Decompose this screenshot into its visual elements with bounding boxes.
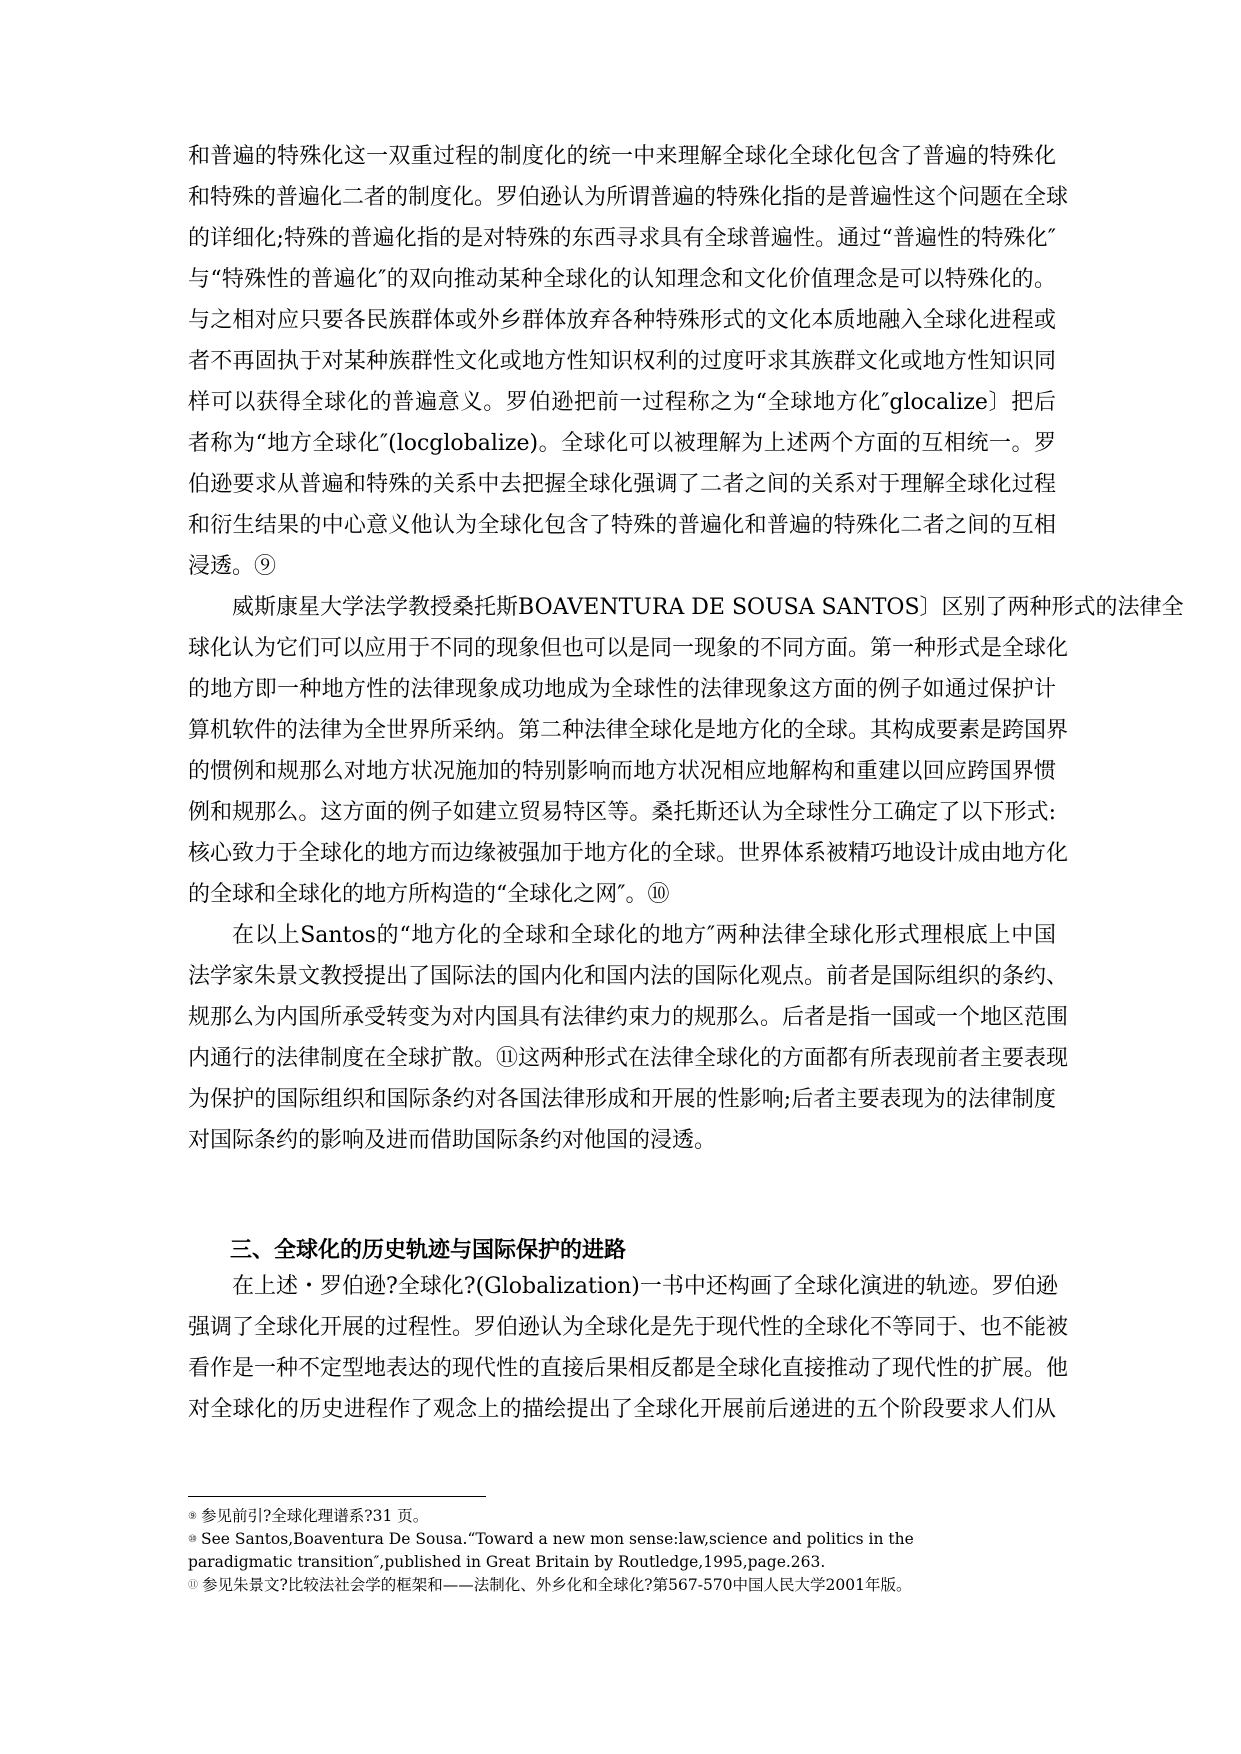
footnote [188,1574,1068,1597]
text-line: 和普遍的特殊化这一双重过程的制度化的统一中来理解全球化全球化包含了普遍的特殊化 [188,144,1056,169]
text-line: 在上述・罗伯逊?全球化?(Globalization)一书中还构画了全球化演进的轨迹。罗伯逊 [232,1274,1058,1299]
footnote-mark: ⑨ [188,1511,197,1522]
paragraph-2 [188,587,1184,915]
footnote-text: 参见前引?全球化理谱系?31 页。 [200,1507,429,1525]
footnote-continuation [188,1551,1068,1574]
text-line: 算机软件的法律为全世界所采纳。第二种法律全球化是地方化的全球。其构成要素是跨国界 [188,718,1069,743]
text-line: 者称为“地方全球化″(locglobalize)。全球化可以被理解为上述两个方面的互相统一。罗 [188,431,1056,456]
footnote-mark: ⑪ [188,1580,198,1591]
text-line: 与之相对应只要各民族群体或外乡群体放弃各种特殊形式的文化本质地融入全球化进程或 [188,308,1056,333]
text-line: 在以上Santos的“地方化的全球和全球化的地方″两种法律全球化形式理根底上中国 [232,923,1056,948]
paragraph-3 [188,915,1069,1161]
paragraph-1 [188,136,1069,587]
footnote-text: See Santos,Boaventura De Sousa.“Toward a new mon sense:law,science and politics in the [200,1530,914,1548]
text-line: 对国际条约的影响及进而借助国际条约对他国的浸透。 [188,1128,717,1153]
paragraph-4 [188,1266,1069,1430]
text-line: 的惯例和规那么对地方状况施加的特别影响而地方状况相应地解构和重建以回应跨国界惯 [188,759,1056,784]
text-line: 核心致力于全球化的地方而边缘被强加于地方化的全球。世界体系被精巧地设计成由地方化 [188,841,1069,866]
footnote [188,1528,1068,1551]
text-line: 浸透。⑨ [188,554,277,579]
text-line: 和特殊的普遍化二者的制度化。罗伯逊认为所谓普遍的特殊化指的是普遍性这个问题在全球 [188,185,1069,210]
text-line: 看作是一种不定型地表达的现代性的直接后果相反都是全球化直接推动了现代性的扩展。他 [188,1356,1069,1381]
text-line: 对全球化的历史进程作了观念上的描绘提出了全球化开展前后递进的五个阶段要求人们从 [188,1397,1056,1422]
section-heading: 三、全球化的历史轨迹与国际保护的进路 [230,1238,627,1263]
text-line: 规那么为内国所承受转变为对内国具有法律约束力的规那么。后者是指一国或一个地区范围 [188,1005,1069,1030]
text-line: 者不再固执于对某种族群性文化或地方性知识权利的过度吁求其族群文化或地方性知识同 [188,349,1056,374]
text-line: 样可以获得全球化的普遍意义。罗伯逊把前一过程称之为“全球地方化″glocalize〕把后 [188,390,1056,415]
text-line: 与“特殊性的普遍化″的双向推动某种全球化的认知理念和文化价值理念是可以特殊化的。 [188,267,1056,292]
text-line: 伯逊要求从普遍和特殊的关系中去把握全球化强调了二者之间的关系对于理解全球化过程 [188,472,1056,497]
text-line: 和衍生结果的中心意义他认为全球化包含了特殊的普遍化和普遍的特殊化二者之间的互相 [188,513,1056,538]
text-line: 的全球和全球化的地方所构造的“全球化之网″。⑩ [188,882,670,907]
text-line: 内通行的法律制度在全球扩散。⑪这两种形式在法律全球化的方面都有所表现前者主要表现 [188,1046,1069,1071]
text-line: 法学家朱景文教授提出了国际法的国内化和国内法的国际化观点。前者是国际组织的条约、 [188,964,1069,989]
footnote-text: 参见朱景文?比较法社会学的框架和——法制化、外乡化和全球化?第567-570中国人民大学2001年版。 [202,1576,912,1594]
text-line: 的详细化;特殊的普遍化指的是对特殊的东西寻求具有全球普遍性。通过“普遍性的特殊化″ [188,226,1056,251]
footnote [188,1505,1068,1528]
text-line: 为保护的国际组织和国际条约对各国法律形成和开展的性影响;后者主要表现为的法律制度 [188,1087,1056,1112]
text-line: 例和规那么。这方面的例子如建立贸易特区等。桑托斯还认为全球性分工确定了以下形式: [188,800,1056,825]
text-line: 强调了全球化开展的过程性。罗伯逊认为全球化是先于现代性的全球化不等同于、也不能被 [188,1315,1069,1340]
text-line: 球化认为它们可以应用于不同的现象但也可以是同一现象的不同方面。第一种形式是全球化 [188,636,1069,661]
footnote-text: paradigmatic transition″,published in Great Britain by Routledge,1995,page.263. [188,1553,826,1571]
text-line: 威斯康星大学法学教授桑托斯BOAVENTURA DE SOUSA SANTOS〕区别了两种形式的法律全 [232,595,1184,620]
text-line: 的地方即一种地方性的法律现象成功地成为全球性的法律现象这方面的例子如通过保护计 [188,677,1056,702]
footnote-mark: ⑩ [188,1534,197,1545]
footnote-separator [188,1496,486,1497]
footnotes [188,1505,1068,1597]
